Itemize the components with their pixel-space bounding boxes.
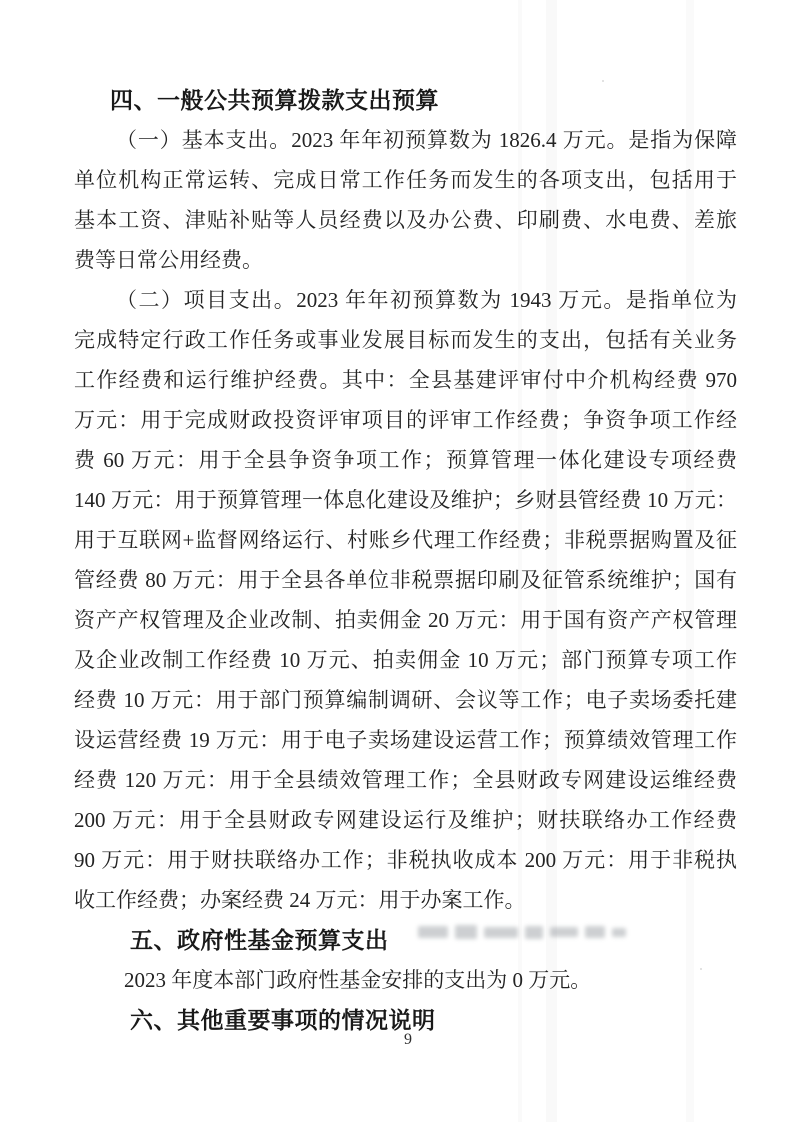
text-line: （一）基本支出。2023 年年初预算数为 1826.4 万元。是指为保障: [116, 128, 737, 152]
paragraph-project-expenditure: [74, 280, 737, 920]
section-heading-six: 六、其他重要事项的情况说明: [130, 1007, 436, 1033]
text-line: 140 万元：用于预算管理一体息化建设及维护；乡财县管经费 10 万元：: [74, 488, 737, 512]
text-line: 设运营经费 19 万元：用于电子卖场建设运营工作；预算绩效管理工作: [74, 728, 737, 752]
text-line: 费等日常公用经费。: [74, 248, 263, 272]
text-line: 用于互联网+监督网络运行、村账乡代理工作经费；非税票据购置及征: [74, 528, 737, 552]
text-line: 90 万元：用于财扶联络办工作；非税执收成本 200 万元：用于非税执: [74, 848, 737, 872]
text-line: 收工作经费；办案经费 24 万元：用于办案工作。: [74, 888, 526, 912]
text-line: 基本工资、津贴补贴等人员经费以及办公费、印刷费、水电费、差旅: [74, 208, 737, 232]
text-line: 200 万元：用于全县财政专网建设运行及维护；财扶联络办工作经费: [74, 808, 737, 832]
government-fund-line: 2023 年度本部门政府性基金安排的支出为 0 万元。: [124, 968, 592, 992]
text-line: 经费 120 万元：用于全县绩效管理工作；全县财政专网建设运维经费: [74, 768, 737, 792]
section-heading-four: 四、一般公共预算拨款支出预算: [110, 87, 439, 113]
section-heading-five: 五、政府性基金预算支出: [130, 927, 389, 953]
text-line: 管经费 80 万元：用于全县各单位非税票据印刷及征管系统维护；国有: [74, 568, 737, 592]
text-line: 完成特定行政工作任务或事业发展目标而发生的支出，包括有关业务: [74, 328, 737, 352]
text-line: 及企业改制工作经费 10 万元、拍卖佣金 10 万元；部门预算专项工作: [74, 648, 737, 672]
paragraph-basic-expenditure: [74, 120, 737, 280]
text-line: 万元：用于完成财政投资评审项目的评审工作经费；争资争项工作经: [74, 408, 737, 432]
text-line: 工作经费和运行维护经费。其中：全县基建评审付中介机构经费 970: [74, 368, 737, 392]
text-line: 经费 10 万元：用于部门预算编制调研、会议等工作；电子卖场委托建: [74, 688, 737, 712]
text-line: （二）项目支出。2023 年年初预算数为 1943 万元。是指单位为: [116, 288, 737, 312]
text-line: 资产产权管理及企业改制、拍卖佣金 20 万元：用于国有资产产权管理: [74, 608, 737, 632]
page-number: 9: [404, 1031, 412, 1048]
document-body: [74, 80, 737, 1040]
text-line: 费 60 万元：用于全县争资争项工作；预算管理一体化建设专项经费: [74, 448, 737, 472]
text-line: 单位机构正常运转、完成日常工作任务而发生的各项支出，包括用于: [74, 168, 737, 192]
